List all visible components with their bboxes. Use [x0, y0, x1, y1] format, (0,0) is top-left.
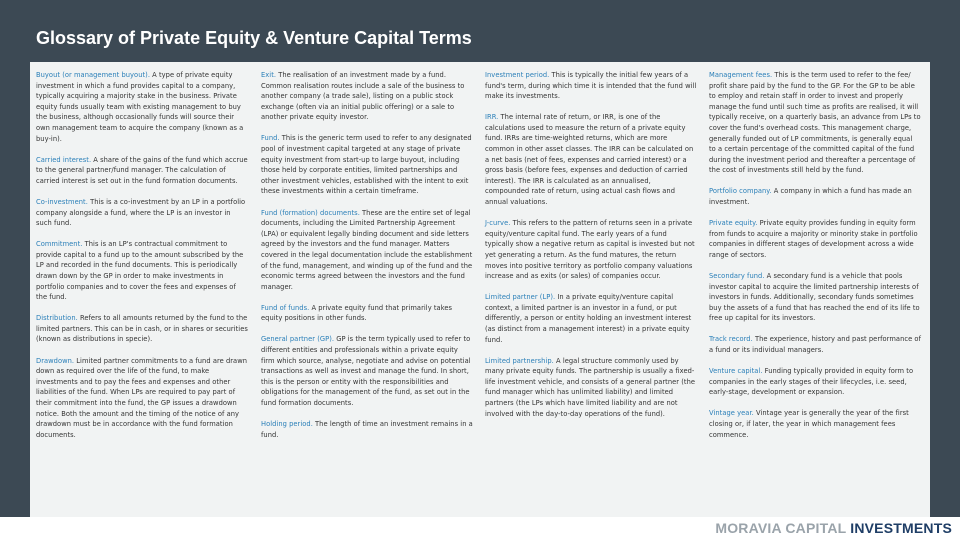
term-name: Limited partnership. [485, 356, 554, 365]
term-name: Fund. [261, 134, 280, 143]
term-definition: A share of the gains of the fund which accrue to the general partner/fund manager. The calculation of carried interest is set out in the fund formation documents. [36, 155, 248, 185]
term-name: Co-investment. [36, 197, 88, 206]
term-definition: This is an LP's contractual commitment to provide capital to a fund up to the amount subscribed by the LP and recorded in the fund documents. This is periodically drawn down by the GP in order to make investments in portfolio companies and to cover the fees and expenses of the fund. [36, 240, 244, 302]
company-logo [715, 520, 952, 536]
glossary-panel [30, 62, 930, 517]
glossary-entry-fund-of-funds [261, 303, 473, 324]
term-definition: This is the generic term used to refer to any designated pool of investment capital targeted at any stage of private equity investment from start-up to large buyout, including those held by corporate entities, limited partnerships and other investment vehicles, established with the intent to exit these investments within a certain timeframe. [261, 134, 472, 196]
term-definition: This refers to the pattern of returns seen in a private equity/venture capital fund. The early years of a fund typically show a negative return as capital is invested but not yet generating a return. As the fund matures, the return moves into positive territory as portfolio company valuations increase and as exits (or sales) of companies occur. [485, 219, 695, 281]
glossary-column-1 [36, 70, 248, 451]
glossary-entry-buyout [36, 70, 248, 144]
glossary-entry-track-record [709, 334, 921, 355]
term-definition: Private equity provides funding in equity form from funds to acquire a majority or minority stake in portfolio companies in different stages of development across a wide range of sectors. [709, 219, 918, 259]
term-definition: These are the entire set of legal documents, including the Limited Partnership Agreement (LPA) or equivalent legally binding document and side letters agreed by the investors and the fund manager. Matters covered in the legal documentation include the establishment of the fund, management, and winding up of the fund and the economic terms agreed between the investors and the fund manager. [261, 208, 473, 291]
term-name: Commitment. [36, 240, 83, 249]
glossary-entry-secondary-fund [709, 271, 921, 324]
glossary-entry-investment-period [485, 70, 697, 102]
term-name: Carried interest. [36, 155, 92, 164]
term-name: IRR. [485, 113, 499, 122]
logo-text-moravia-capital: MORAVIA CAPITAL [715, 520, 851, 536]
glossary-entry-fund [261, 133, 473, 197]
glossary-entry-limited-partnership [485, 356, 697, 420]
term-name: Exit. [261, 71, 277, 79]
logo-text-investments: INVESTMENTS [850, 520, 952, 536]
term-definition: A legal structure commonly used by many private equity funds. The partnership is usually a fixed-life investment vehicle, and consists of a general partner (the fund manager which has unlimited liability) and limited partners (the LPs which have limited liability and are not involved with the day-to-day operations of the fund). [485, 356, 696, 418]
term-definition: The length of time an investment remains in a fund. [261, 420, 473, 439]
term-definition: Vintage year is generally the year of the first closing or, if later, the year in which management fees commence. [709, 409, 909, 439]
glossary-entry-holding-period [261, 419, 473, 440]
term-definition: Refers to all amounts returned by the fund to the limited partners. This can be in cash, or in shares or securities (known as distributions in specie). [36, 314, 248, 344]
glossary-entry-commitment [36, 239, 248, 303]
glossary-entry-carried-interest [36, 155, 248, 187]
term-definition: Funding typically provided in equity form to companies in the early stages of their lifecycles, i.e. seed, early-stage, development or expansion. [709, 367, 914, 397]
glossary-column-2 [261, 70, 473, 451]
glossary-entry-irr [485, 112, 697, 207]
glossary-entry-private-equity [709, 218, 921, 260]
term-definition: The realisation of an investment made by a fund. Common realisation routes include a sale of the business to another company (a trade sale), listing on a public stock exchange (often via an initial public offering) or a sale to another private equity investor. [261, 71, 465, 122]
term-name: Track record. [709, 335, 753, 344]
term-name: Vintage year. [709, 409, 754, 418]
term-name: Venture capital. [709, 367, 763, 376]
glossary-entry-fund-documents [261, 208, 473, 293]
term-definition: This is typically the initial few years of a fund's term, during which time it is intended that the fund will make its investments. [485, 71, 697, 101]
footer-bar [0, 517, 960, 540]
page-title: Glossary of Private Equity & Venture Capital Terms [36, 28, 472, 48]
term-name: Secondary fund. [709, 272, 765, 280]
term-definition: A private equity fund that primarily takes equity positions in other funds. [261, 303, 453, 323]
term-name: Distribution. [36, 314, 78, 323]
term-name: Management fees. [709, 71, 773, 79]
term-definition: In a private equity/venture capital context, a limited partner is an investor in a fund, or put differently, a person or entity holding an investment interest (as distinct from a management interest) in a private equity fund. [485, 293, 692, 344]
term-definition: The internal rate of return, or IRR, is one of the calculations used to measure the return of a private equity fund. IRRs are time-weighted returns, which are more common in other asset classes. The IRR can be calculated on a net basis (net of fees, expenses and carried interest) or a gross basis (before fees, expenses and deduction of carried interest). The IRR is calculated as an annualised, compounded rate of return, using actual cash flows and annual valuations. [485, 113, 694, 207]
glossary-entry-j-curve [485, 218, 697, 282]
term-name: Private equity. [709, 219, 758, 228]
term-name: Limited partner (LP). [485, 293, 556, 302]
glossary-entry-vintage-year [709, 408, 921, 440]
glossary-column-4 [709, 70, 921, 451]
glossary-entry-portfolio-company [709, 186, 921, 207]
term-name: Holding period. [261, 420, 313, 429]
term-definition: This is the term used to refer to the fee/ profit share paid by the fund to the GP. For the GP to be able to employ and retain staff in order to invest and properly manage the fund until such time as profits are realised, it will typically receive, on a quarterly basis, an advance from LPs to cover the fund's overhead costs. This management charge, generally funded out of LP commitments, is generally equal to a certain percentage of the committed capital of the fund during the investment period and thereafter a percentage of the cost of investments still held by the fund. [709, 71, 921, 175]
glossary-entry-co-investment [36, 197, 248, 229]
glossary-entry-distribution [36, 313, 248, 345]
term-name: Fund of funds. [261, 303, 310, 312]
term-name: Fund (formation) documents. [261, 208, 360, 217]
term-name: General partner (GP). [261, 335, 335, 344]
term-definition: This is a co-investment by an LP in a portfolio company alongside a fund, where the LP is an investor in such fund. [36, 197, 246, 228]
term-name: Drawdown. [36, 356, 75, 365]
glossary-entry-venture-capital [709, 366, 921, 398]
term-name: J-curve. [485, 219, 511, 228]
term-definition: GP is the term typically used to refer to different entities and professionals within a private equity firm which source, analyse, negotiate and advise on potential transactions as well as invest and manage the fund. In short, this is the person or entity with the responsibilities and obligations for the management of the fund, as set out in the fund formation documents. [261, 335, 471, 408]
term-definition: A company in which a fund has made an investment. [709, 187, 912, 207]
term-definition: A type of private equity investment in which a fund provides capital to a company, typically acquiring a majority stake in the business. Private equity funds usually team with existing management to buy the business, although occasionally funds will source their own management team to acquire the company (known as a buy-in). [36, 71, 244, 143]
glossary-entry-exit [261, 70, 473, 123]
term-name: Buyout (or management buyout). [36, 71, 150, 79]
glossary-entry-drawdown [36, 356, 248, 441]
term-name: Portfolio company. [709, 187, 772, 196]
term-name: Investment period. [485, 71, 550, 79]
term-definition: A secondary fund is a vehicle that pools investor capital to acquire the limited partnership interests of investors in funds. Additionally, secondary funds sometimes buy the assets of a fund that has reached the end of its life to free up capital for its investors. [709, 272, 920, 323]
glossary-entry-general-partner [261, 334, 473, 408]
glossary-column-3 [485, 70, 697, 430]
glossary-entry-management-fees [709, 70, 921, 176]
term-definition: Limited partner commitments to a fund are drawn down as required over the life of the fund, to make investments and to pay the fees and expenses and other liabilities of the fund. When LPs are required to pay part of their commitment into the fund, the GP issues a drawdown notice. Both the amount and the timing of the notice of any drawdown must be in accordance with the fund formation documents. [36, 356, 248, 439]
glossary-entry-limited-partner [485, 292, 697, 345]
term-definition: The experience, history and past performance of a fund or its individual managers. [709, 335, 921, 355]
